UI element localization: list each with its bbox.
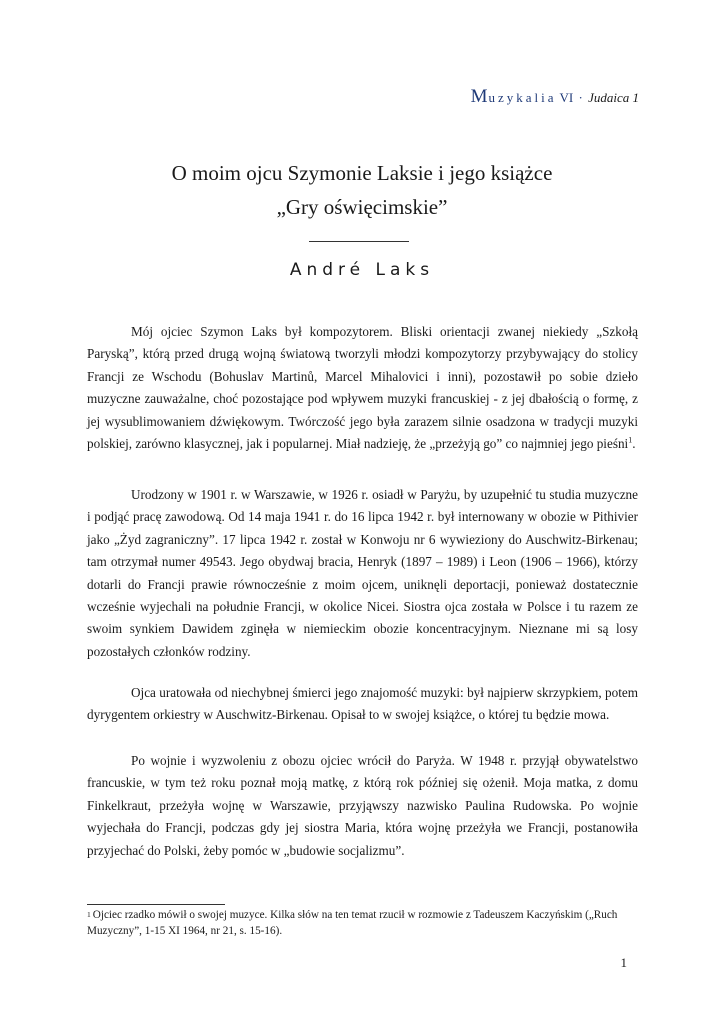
footnote-divider [87, 904, 225, 905]
footnote-text: Ojciec rzadko mówił o swojej muzyce. Kilka słów na ten temat rzucił w rozmowie z Tadeuszem Kaczyńskim („Ruch Muzyczny”, 1-15 XI 1964, nr 21, s. 15-16). [87, 909, 618, 937]
paragraph-3: Ojca uratowała od niechybnej śmierci jego znajomość muzyki: był najpierw skrzypkiem, potem dyrygentem orkiestry w Auschwitz-Birkenau. Opisał to w swojej książce, o której tu będzie mowa. [87, 685, 638, 723]
paragraph-1-text: Mój ojciec Szymon Laks był kompozytorem. Bliski orientacji zwanej niekiedy „Szkołą Paryską”, którą przed drugą wojną światową tworzyli młodzi kompozytorzy przybywający do stolicy Francji ze Wschodu (Bohuslav Martinů, Marcel Mihalovici i inni), pozostawił po sobie dzieło muzyczne zauważalne, choć pozostające pod wpływem muzyki francuskiej - z jej dbałością o formę, z jej wysublimowaniem dźwiękowym. Twórczość jego była zarazem silnie osadzona w tradycji muzyki polskiej, zarówno klasycznej, jak i popularnej. Miał nadzieję, że „przeżyją go” co najmniej jego pieśni [87, 324, 638, 452]
paragraph-2: Urodzony w 1901 r. w Warszawie, w 1926 r. osiadł w Paryżu, by uzupełnić tu studia muzyczne i podjąć pracę zawodową. Od 14 maja 1941 r. do 16 lipca 1942 r. był internowany w obozie w Pithivier jako „Żyd zagraniczny”. 17 lipca 1942 r. został w Konwoju nr 6 wywieziony do Auschwitz-Birkenau; tam otrzymał numer 49543. Jego obydwaj bracia, Henryk (1897 – 1989) i Leon (1906 – 1966), którzy dotarli do Francji prawie równocześnie z moim ojcem, uniknęli deportacji, ponieważ dostatecznie wcześnie wyjechali na południe Francji, w okolice Nicei. Siostra ojca została w Polsce i tu razem ze swoim synkiem Dawidem zginęła w niemieckim obozie koncentracyjnym. Nieznane mi są losy pozostałych członków rodziny. [87, 487, 638, 659]
header-separator: · [578, 90, 583, 105]
article-title [0, 156, 724, 224]
title-line-2: „Gry oświęcimskie” [276, 195, 448, 219]
paragraph-4: Po wojnie i wyzwoleniu z obozu ojciec wrócił do Paryża. W 1948 r. przyjął obywatelstwo francuskie, w tym też roku poznał moją matkę, z którą rok później się ożenił. Moja matka, z domu Finkelkraut, przeżyła wojnę w Warszawie, przyjąwszy nazwisko Paulina Rudowska. Po wojnie wyjechała do Francji, podczas gdy jej siostra Maria, która wojnę przeżyła we Francji, postanowiła przyjechać do Polski, żeby pomóc w „budowie socjalizmu”. [87, 753, 638, 858]
series-initial: M [470, 86, 489, 107]
paragraph-1-end: . [632, 436, 636, 452]
page-number: 1 [620, 955, 627, 970]
author-name: André Laks [289, 260, 435, 280]
series-name: uzykalia [488, 90, 557, 105]
footnote [87, 907, 638, 939]
footnote-reference: 1 [628, 435, 633, 445]
series-volume: VI [559, 90, 574, 105]
paragraph-1 [87, 321, 638, 455]
running-header [471, 86, 639, 108]
footnote-mark: 1 [87, 910, 91, 919]
title-divider [309, 241, 409, 242]
title-line-1: O moim ojcu Szymonie Laksie i jego książce [171, 161, 553, 185]
subseries-label: Judaica 1 [588, 90, 639, 105]
